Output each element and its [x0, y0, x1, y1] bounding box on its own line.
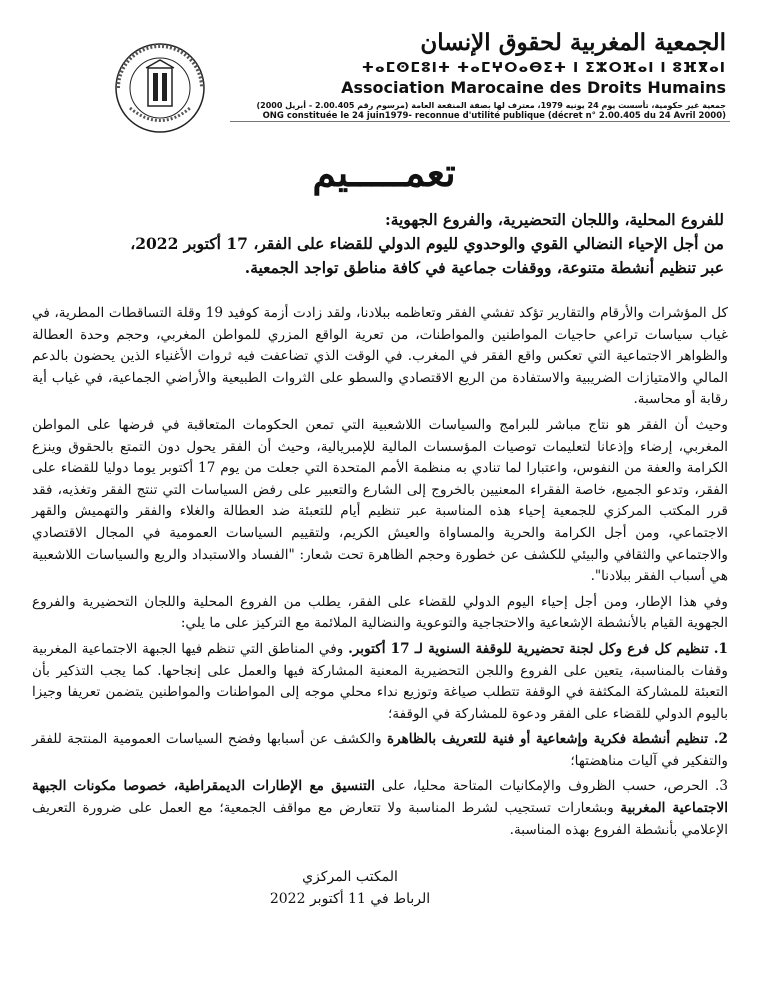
legal-status-arabic: جمعية غير حكومية، تأسست يوم 24 يونيه 1979، معترف لها بصفة المنفعة العامة (مرسوم رقم 2.00.405 - أبريل 2000): [256, 101, 726, 110]
list-item-2-heading: 2. تنظيم أنشطة فكرية وإشعاعية أو فنية للتعريف بالظاهرة: [387, 731, 728, 748]
list-item-2-text: والكشف عن أسبابها وفضح السياسات العمومية المنتجة للفقر والتفكير في آليات مناهضتها؛: [32, 731, 728, 769]
list-item-2: [32, 729, 728, 772]
means-line: عبر تنظيم أنشطة متنوعة، ووقفات جماعية في كافة مناطق تواجد الجمعية.: [244, 258, 724, 277]
subtitle-block: [44, 208, 724, 280]
list-item-1-heading: 1. تنظيم كل فرع وكل لجنة تحضيرية للوقفة السنوية لـ 17 أكتوبر.: [348, 640, 729, 657]
purpose-line: من أجل الإحياء النضالي القوي والوحدوي لليوم الدولي للقضاء على الفقر، 17 أكتوبر 2022،: [130, 234, 724, 253]
header-divider: [230, 121, 730, 122]
list-item-3: [32, 776, 728, 841]
list-item-3-start: 3. الحرص، حسب الظروف والإمكانيات المتاحة محليا، على: [374, 778, 728, 795]
paragraph-instructions: وفي هذا الإطار، ومن أجل إحياء اليوم الدولي للقضاء على الفقر، يطلب من الفروع المحلية واللجان التحضيرية والفروع الجهوية القيام بالأنشطة الإشعاعية والاحتجاجية والتوعوية والنضالية الملائمة مع التركيز على ما يلي:: [32, 593, 728, 632]
list-item-1: [32, 639, 728, 725]
letterhead: [110, 28, 730, 128]
signature-block: [230, 866, 470, 910]
list-item-3-text: وبشعارات تستجيب لشرط المناسبة ولا تتعارض مع مواقف الجمعية؛ مع العمل على ضرورة التعريف الإعلامي بأنشطة الفروع بهذه المناسبة.: [32, 800, 728, 838]
legal-status-french: ONG constituée le 24 juin1979- reconnue d'utilité publique (décret n° 2.00.405 du 24 Avril 2000): [262, 111, 726, 121]
org-name-french: Association Marocaine des Droits Humains: [341, 78, 726, 97]
list-item-3-heading: التنسيق مع الإطارات الديمقراطية، خصوصا مكونات الجبهة الاجتماعية المغربية: [32, 778, 728, 817]
association-logo-icon: [110, 38, 220, 138]
place-date: الرباط في 11 أكتوبر 2022: [269, 891, 431, 907]
signatory: المكتب المركزي: [302, 869, 398, 885]
paragraph-context: كل المؤشرات والأرقام والتقارير تؤكد تفشي الفقر وتعاظمه ببلادنا، ولقد زادت أزمة كوفيد 19 وقلة التساقطات المطرية، في غياب سياسات تراعي حاجيات المواطنين والمواطنات، من تعرية الواقع المزري للمواطن المغربي، وحجم وحدة العطالة والظواهر الاجتماعية التي تعكس واقع الفقر في المغرب. في الوقت الذي تضاعفت فيه ثروات الأغنياء الذين يحضون بالدعم المالي والامتيازات الضريبية والاستفادة من الريع الاقتصادي والسطو على الثروات الطبيعية والأراضي الجماعية، في غياب أية رقابة أو محاسبة.: [32, 305, 728, 408]
org-name-tifinagh: ⵜⴰⵎⵙⵎⵓⵏⵜ ⵜⴰⵎⵖⵔⴰⴱⵉⵜ ⵏ ⵉⵣⵔⴼⴰⵏ ⵏ ⵓⴼⴳⴰⵏ: [361, 60, 726, 76]
letterhead-text: [226, 28, 726, 122]
org-name-arabic: الجمعية المغربية لحقوق الإنسان: [420, 29, 726, 56]
addressees-line: للفروع المحلية، واللجان التحضيرية، والفروع الجهوية:: [384, 210, 724, 229]
document-title: تعمـــــيم: [312, 150, 456, 195]
list-item-1-text: وفي المناطق التي تنظم فيها الجبهة الاجتماعية المغربية وقفات بالمناسبة، يتعين على الفروع واللجن التحضيرية المعنية المشاركة فيها والعمل على إنجاحها. كما يجب التذكير بأن التعبئة للمشاركة المكثفة في الوقفة تتطلب صياغة وتوزيع نداء محلي موجه إلى المواطنات والمواطنين يتضمن تعريفا وجيزا باليوم الدولي للقضاء على الفقر ودعوة للمشاركة في الوقفة؛: [32, 640, 728, 722]
paragraph-rationale: وحيث أن الفقر هو نتاج مباشر للبرامج والسياسات اللاشعبية التي تمعن الحكومات المتعاقبة في فرضها على المواطن المغربي، إرضاء وإذعانا لتعليمات توصيات المؤسسات المالية للإمبريالية، وحيث أن الفقر يحول دون التمتع بالحقوق وينزع الكرامة والعفة من النفوس، واعتبارا لما تنادي به منظمة الأمم المتحدة التي جعلت من يوم 17 أكتوبر يوما دوليا للقضاء على الفقر، وتدعو الجميع، خاصة الفقراء المعنيين بالخروج إلى الشارع والتعبير على رفض السياسات التي تنتج الفقر وتغذيه، فقد قرر المكتب المركزي للجمعية إحياء هذه المناسبة عبر تنظيم أيام للتعبئة ضد العطالة والغلاء والفقر والتهميش والقهر الاجتماعي، ومن أجل الكرامة والحرية والمساواة والعيش الكريم، ولتقييم السياسات العمومية في المجال الاقتصادي والاجتماعي والثقافي والبيئي للكشف عن خطورة وحجم الظاهرة تحت شعار: "الفساد والاستبداد والريع والسياسات اللاشعبية هي أسباب الفقر ببلادنا".: [32, 416, 728, 585]
document-body: [32, 303, 728, 845]
